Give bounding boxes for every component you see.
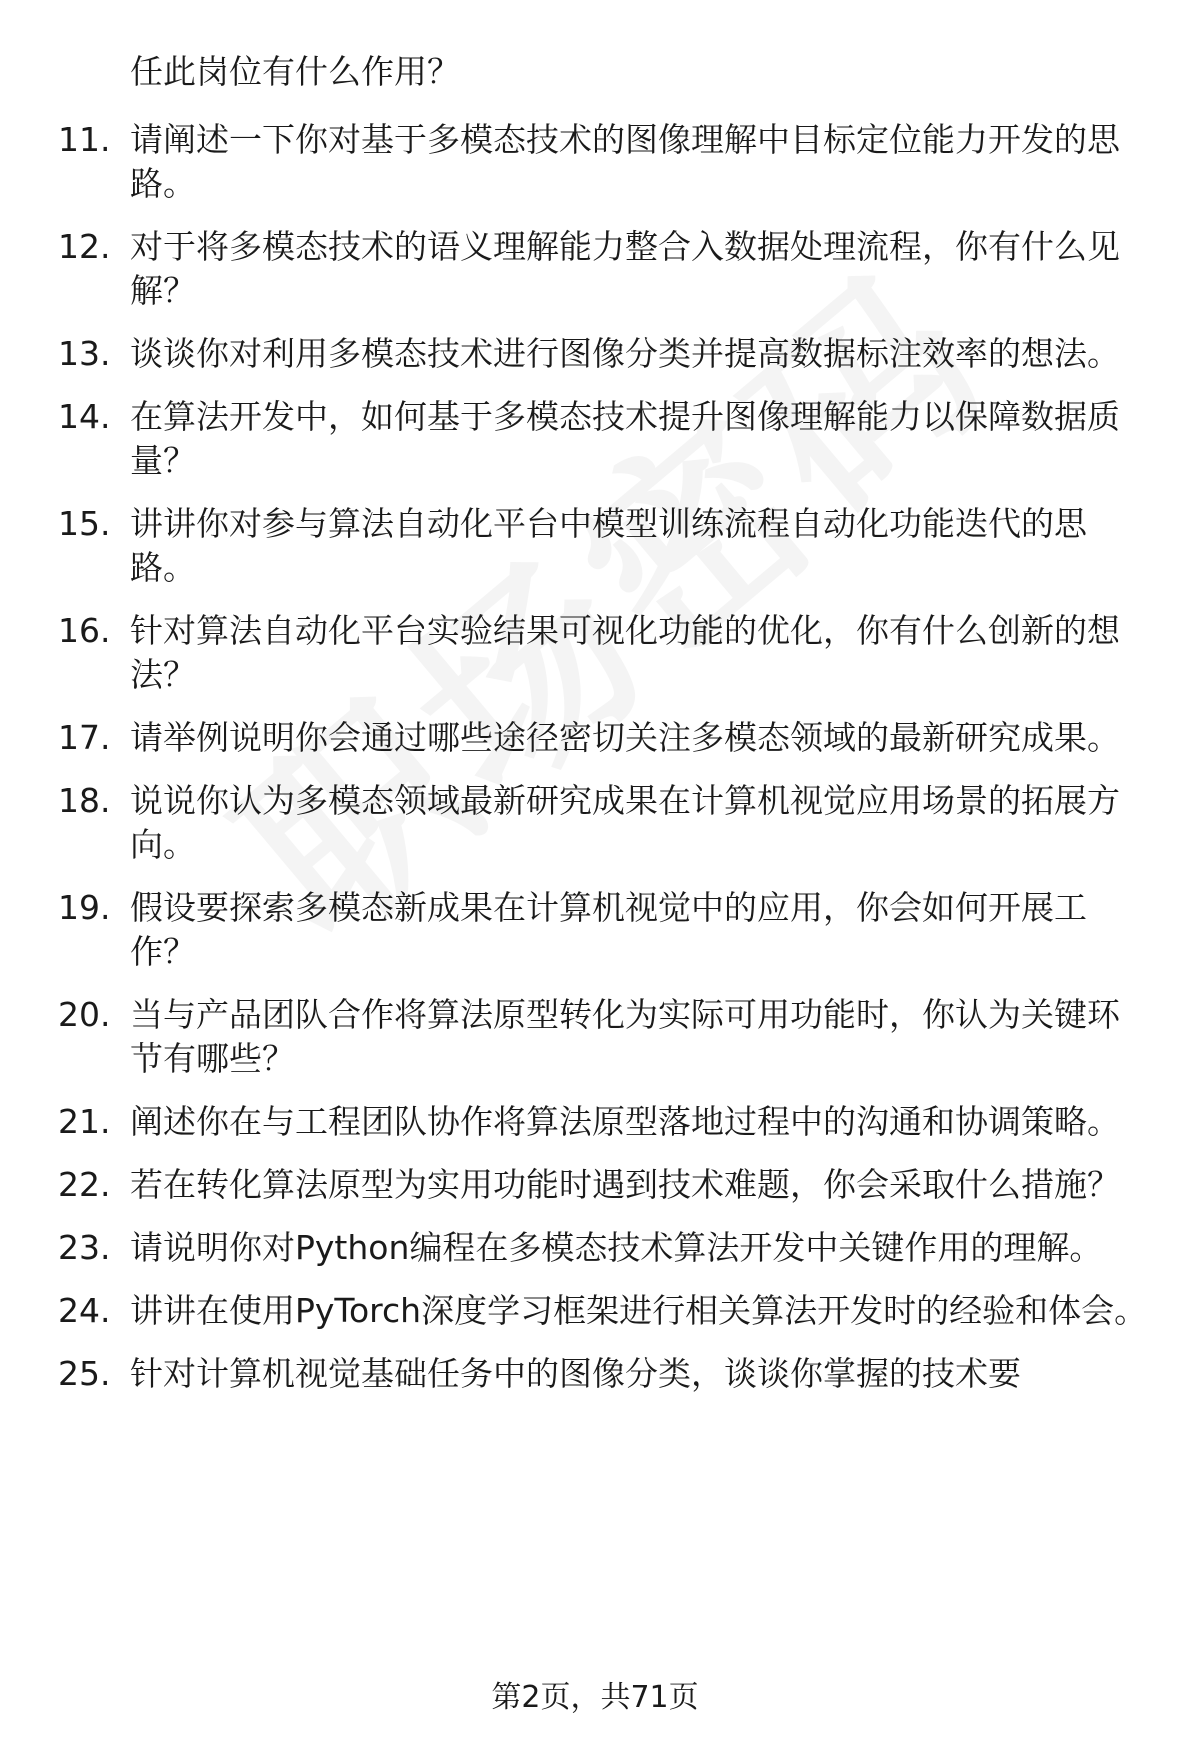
question-text: 当与产品团队合作将算法原型转化为实际可用功能时，你认为关键环节有哪些？: [130, 995, 1120, 1078]
list-item: [58, 118, 1150, 206]
page-footer: 第2页，共71页: [491, 1680, 699, 1715]
question-list: [58, 118, 1150, 1415]
question-number: 19.: [58, 888, 111, 927]
list-item: [58, 395, 1150, 483]
question-number: 22.: [58, 1165, 111, 1204]
list-item: [58, 1352, 1150, 1396]
list-item: [58, 1226, 1150, 1270]
list-item: [58, 1100, 1150, 1144]
question-text: 假设要探索多模态新成果在计算机视觉中的应用，你会如何开展工作？: [130, 888, 1087, 971]
question-number: 21.: [58, 1102, 111, 1141]
list-item: [58, 716, 1150, 760]
list-item: [58, 993, 1150, 1081]
question-number: 25.: [58, 1354, 111, 1393]
question-number: 12.: [58, 227, 111, 266]
list-item: [58, 502, 1150, 590]
list-item: [58, 1163, 1150, 1207]
list-item: [58, 609, 1150, 697]
question-text: 阐述你在与工程团队协作将算法原型落地过程中的沟通和协调策略。: [130, 1102, 1120, 1141]
question-text: 对于将多模态技术的语义理解能力整合入数据处理流程，你有什么见解？: [130, 227, 1120, 310]
question-number: 18.: [58, 781, 111, 820]
list-item: [58, 886, 1150, 974]
question-number: 11.: [58, 120, 111, 159]
question-number: 14.: [58, 397, 111, 436]
question-text: 若在转化算法原型为实用功能时遇到技术难题，你会采取什么措施？: [130, 1165, 1120, 1204]
question-text: 针对算法自动化平台实验结果可视化功能的优化，你有什么创新的想法？: [130, 611, 1120, 694]
list-item: [58, 1289, 1150, 1333]
question-continuation: 任此岗位有什么作用？: [130, 52, 460, 91]
question-text: 针对计算机视觉基础任务中的图像分类，谈谈你掌握的技术要: [130, 1354, 1021, 1393]
question-number: 24.: [58, 1291, 111, 1330]
question-text: 请说明你对Python编程在多模态技术算法开发中关键作用的理解。: [130, 1228, 1103, 1267]
question-number: 15.: [58, 504, 111, 543]
question-text: 说说你认为多模态领域最新研究成果在计算机视觉应用场景的拓展方向。: [130, 781, 1120, 864]
question-text: 讲讲在使用PyTorch深度学习框架进行相关算法开发时的经验和体会。: [130, 1291, 1148, 1330]
question-text: 谈谈你对利用多模态技术进行图像分类并提高数据标注效率的想法。: [130, 334, 1120, 373]
question-text: 在算法开发中，如何基于多模态技术提升图像理解能力以保障数据质量？: [130, 397, 1120, 480]
list-item: [58, 332, 1150, 376]
question-text: 请阐述一下你对基于多模态技术的图像理解中目标定位能力开发的思路。: [130, 120, 1120, 203]
question-number: 23.: [58, 1228, 111, 1267]
list-item: [58, 225, 1150, 313]
question-number: 16.: [58, 611, 111, 650]
question-number: 13.: [58, 334, 111, 373]
question-number: 17.: [58, 718, 111, 757]
question-number: 20.: [58, 995, 111, 1034]
list-item: [58, 779, 1150, 867]
question-text: 请举例说明你会通过哪些途径密切关注多模态领域的最新研究成果。: [130, 718, 1120, 757]
question-text: 讲讲你对参与算法自动化平台中模型训练流程自动化功能迭代的思路。: [130, 504, 1087, 587]
